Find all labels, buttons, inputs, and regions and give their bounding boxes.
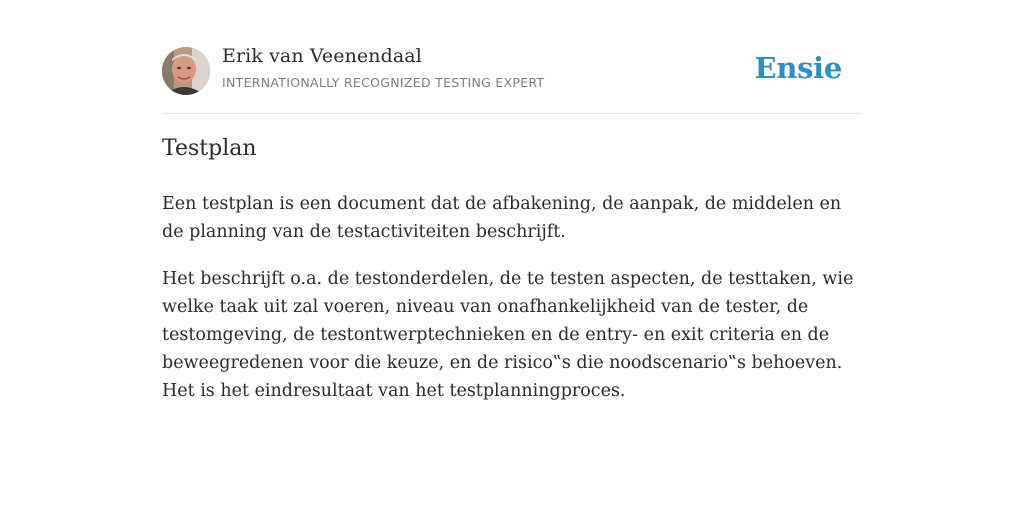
author-name[interactable]: Erik van Veenendaal [222,45,422,67]
entry-paragraph-2: Het beschrijft o.a. de testonderdelen, de te testen aspecten, de testtaken, wie welke taak uit zal voeren, niveau van onafhankelijkheid van de tester, de testomgeving, de testontwerptechnieken en de entry- en exit criteria en de beweegredenen voor die keuze, en de risico‟s die noodscenario‟s behoeven. Het is het eindresultaat van het testplanningproces. [162,269,854,401]
entry-paragraph-1: Een testplan is een document dat de afbakening, de aanpak, de middelen en de planning van de testactiviteiten beschrijft. [162,194,842,242]
ensie-logo[interactable]: Ensie [754,51,842,85]
entry-card [162,0,862,401]
author-avatar[interactable] [162,47,210,95]
entry-title: Testplan [162,136,257,161]
author-header [162,0,862,114]
avatar-photo-icon [162,47,210,95]
entry-body [162,190,862,424]
author-title: INTERNATIONALLY RECOGNIZED TESTING EXPERT [222,75,545,90]
